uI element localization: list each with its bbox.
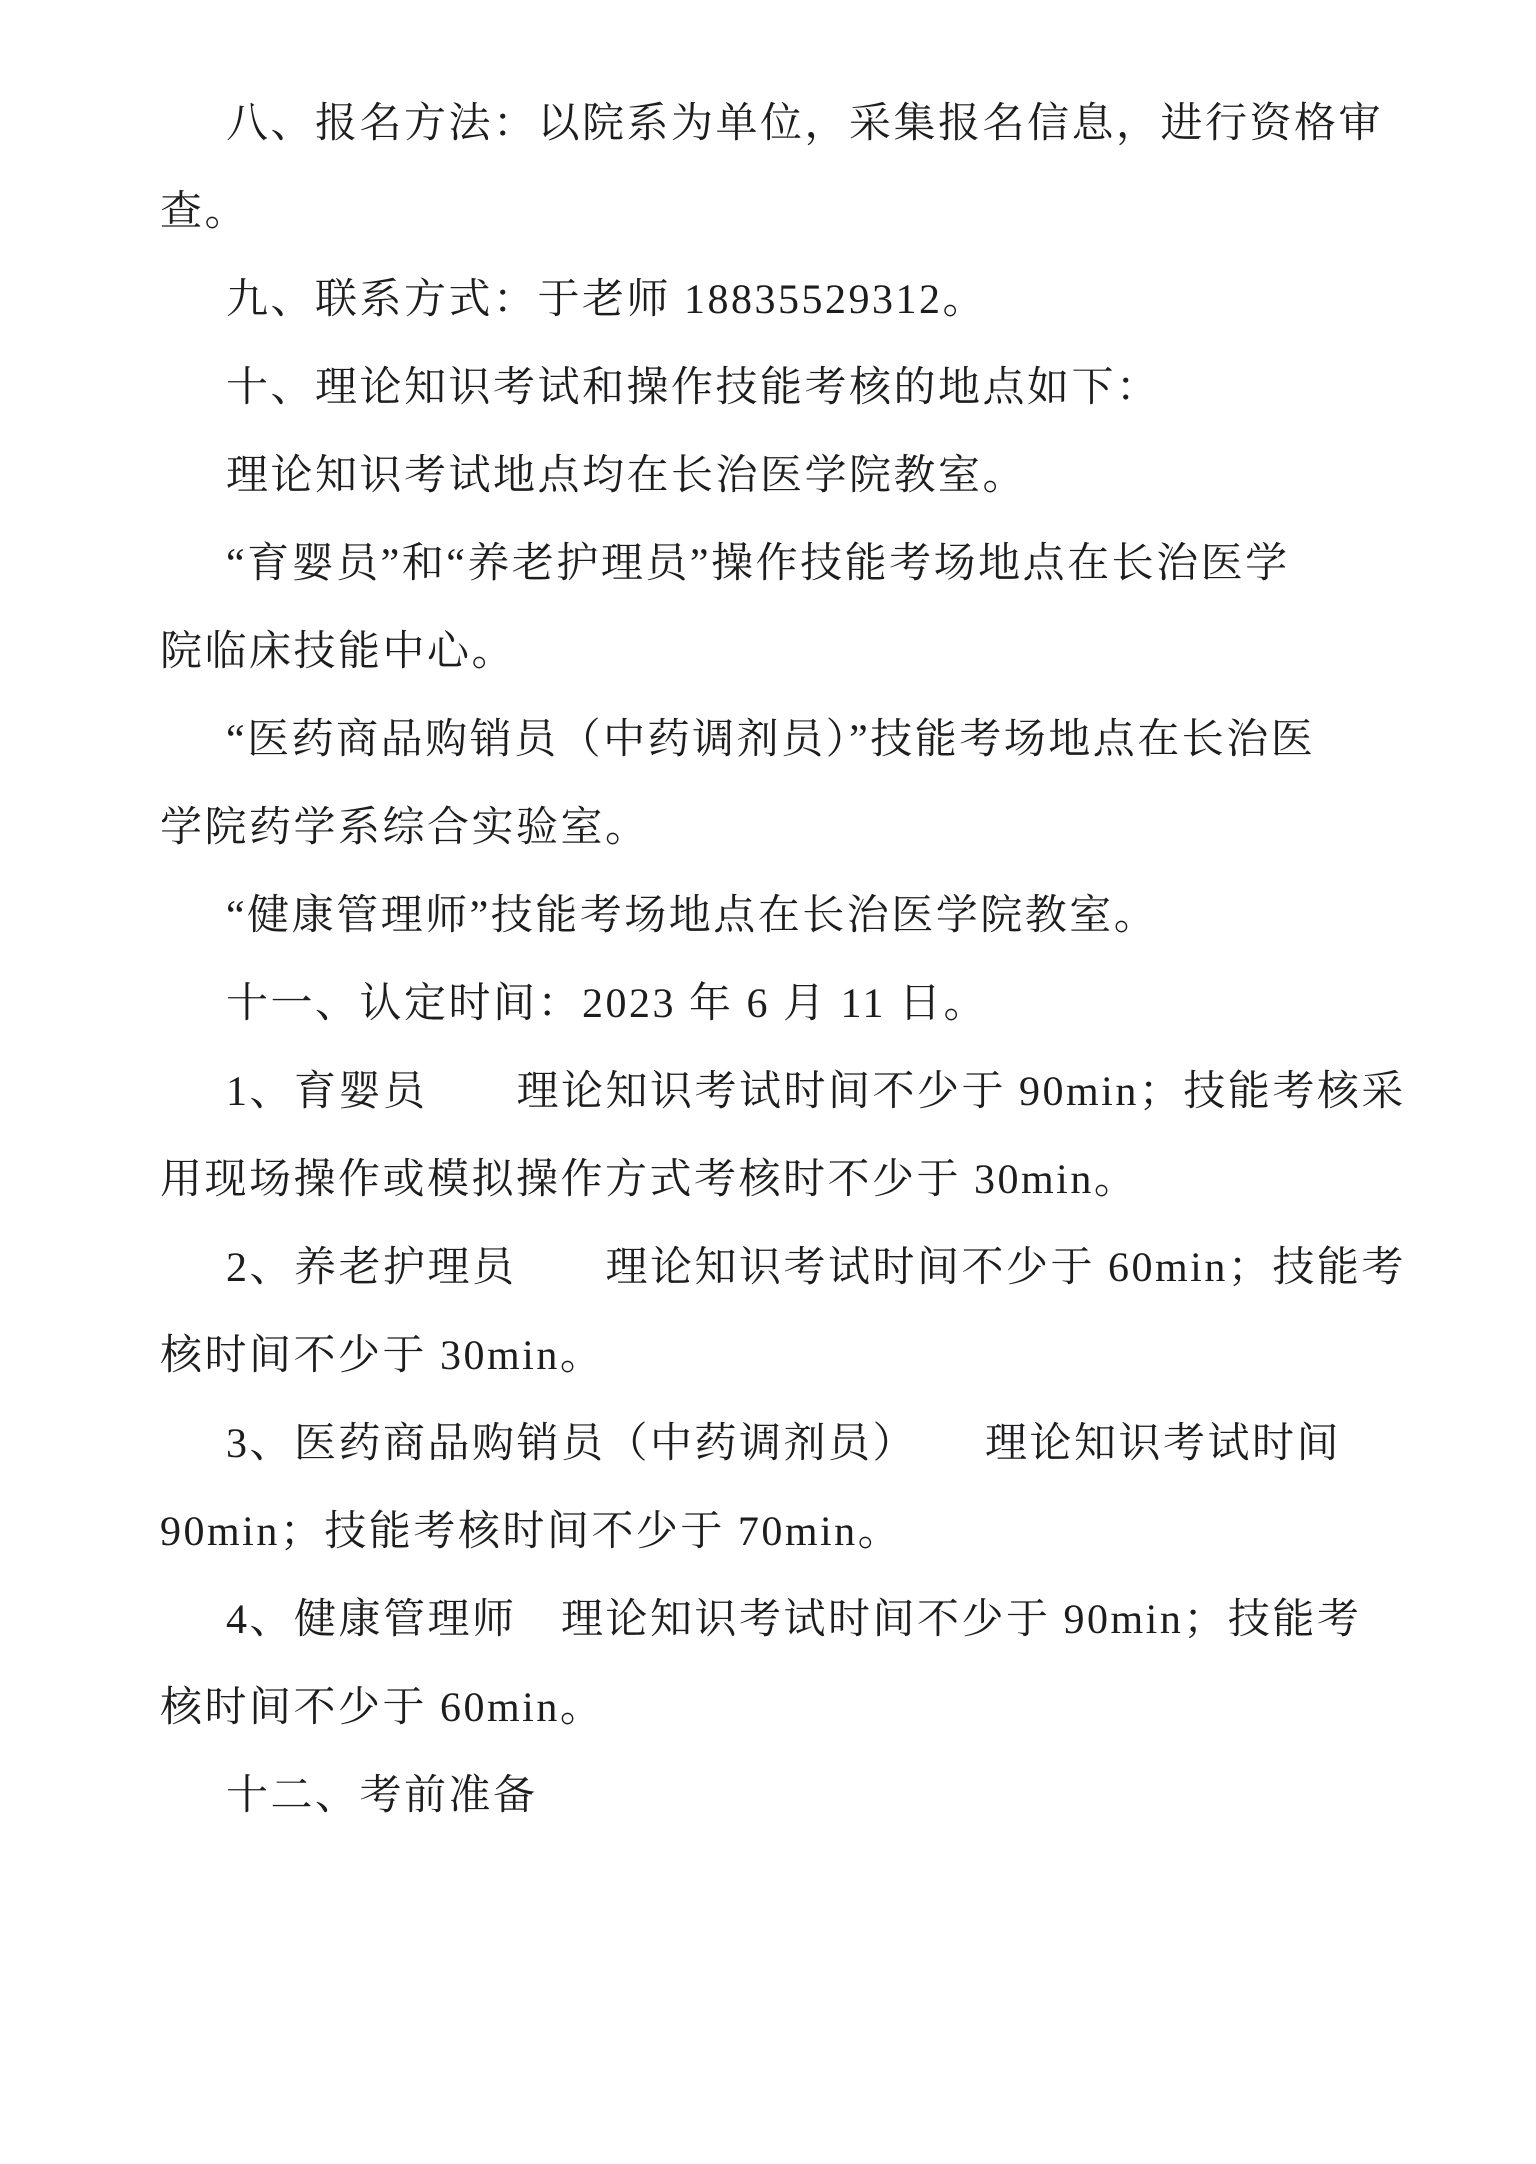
text-line: 核时间不少于 60min。 [160,1685,605,1731]
text-line: 4、健康管理师 理论知识考试时间不少于 90min；技能考 [226,1597,1362,1643]
text-line: 九、联系方式：于老师 18835529312。 [226,277,988,323]
text-line: 八、报名方法：以院系为单位，采集报名信息，进行资格审 [226,101,1384,147]
text-line: 院临床技能中心。 [160,629,517,675]
text-line: 核时间不少于 30min。 [160,1333,605,1379]
text-line: 用现场操作或模拟操作方式考核时不少于 30min。 [160,1157,1139,1203]
text-line: 90min；技能考核时间不少于 70min。 [160,1509,903,1555]
text-line: 1、育婴员 理论知识考试时间不少于 90min；技能考核采 [226,1069,1406,1115]
text-line: 学院药学系综合实验室。 [160,805,650,851]
text-line: 十、理论知识考试和操作技能考核的地点如下： [226,365,1161,411]
text-line: 3、医药商品购销员（中药调剂员） 理论知识考试时间 [226,1421,1342,1467]
text-line: 十二、考前准备 [226,1773,538,1819]
text-line: “医药商品购销员（中药调剂员）”技能考场地点在长治医 [226,717,1316,763]
text-line: 2、养老护理员 理论知识考试时间不少于 60min；技能考 [226,1245,1406,1291]
text-line: 查。 [160,189,250,235]
text-line: “育婴员”和“养老护理员”操作技能考场地点在长治医学 [226,541,1290,587]
text-line: 十一、认定时间：2023 年 6 月 11 日。 [226,981,988,1027]
text-line: 理论知识考试地点均在长治医学院教室。 [226,453,1028,499]
text-line: “健康管理师”技能考场地点在长治医学院教室。 [226,893,1159,939]
